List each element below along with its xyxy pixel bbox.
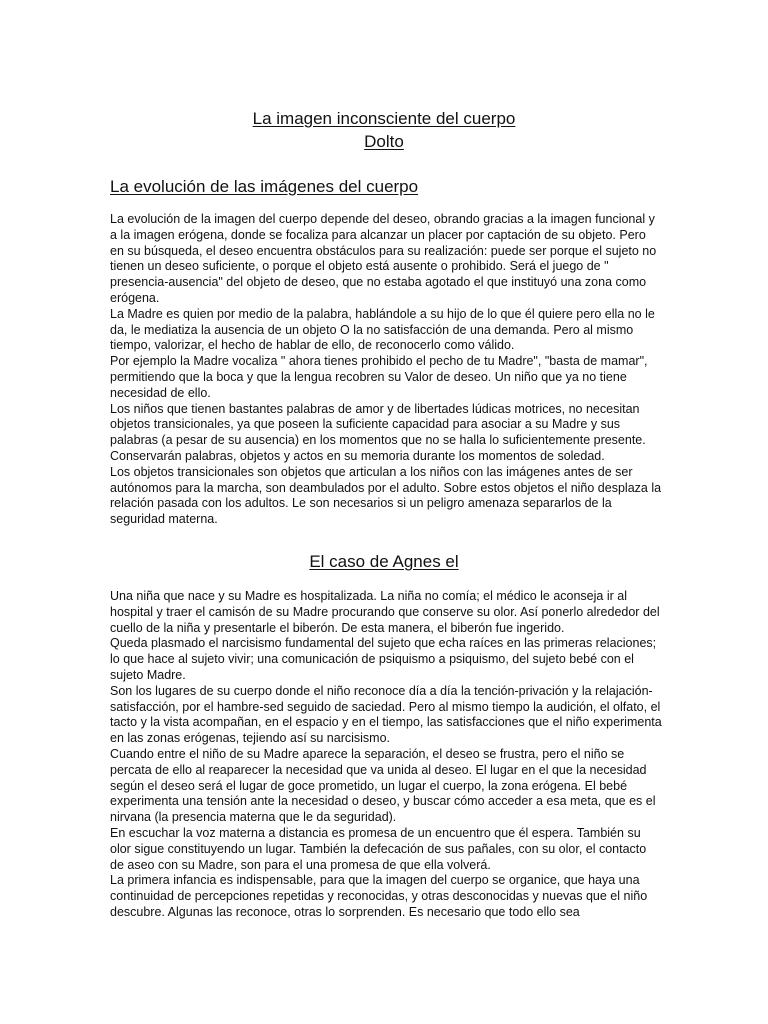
paragraph: Cuando entre el niño de su Madre aparece la separación, el deseo se frustra, pero el niño se percata de ello al reaparecer la necesidad que va unida al deseo. El lugar en el que la necesidad según el deseo será el lugar de goce prometido, un lugar el cuerpo, la zona erógena. El bebé experimenta una tensión ante la necesidad o deseo, y buscar cómo acceder a esa meta, que es el nirvana (la presencia materna que le da seguridad).: [110, 746, 656, 825]
paragraph: La primera infancia es indispensable, para que la imagen del cuerpo se organice, que haya una continuidad de percepciones repetidas y reconocidas, y otras desconocidas y nuevas que el niño descubre. Algunas las reconoce, otras lo sorprenden. Es necesario que todo ello sea: [110, 873, 648, 919]
section-heading-evolucion: La evolución de las imágenes del cuerpo: [110, 177, 419, 196]
paragraph: Los objetos transicionales son objetos que articulan a los niños con las imágenes antes de ser autónomos para la marcha, son deambulados por el adulto. Sobre estos objetos el niño desplaza la relación pasada con los adultos. Le son necesarios si un peligro amenaza separarlos de la seguridad materna.: [110, 464, 662, 527]
title-line-2-author: Dolto: [364, 132, 404, 151]
paragraph: En escuchar la voz materna a distancia es promesa de un encuentro que él espera. También su olor sigue constituyendo un lugar. También la defecación de sus pañales, con su olor, el contacto de aseo con su Madre, son para el una promesa de que ella volverá.: [110, 825, 647, 872]
section-heading-caso-agnes: El caso de Agnes el: [309, 552, 459, 571]
paragraph: Una niña que nace y su Madre es hospitalizada. La niña no comía; el médico le aconseja ir al hospital y traer el camisón de su Madre procurando que conserve su olor. Así ponerlo alrededor del cuello de la niña y presentarle el biberón. De esta manera, el biberón fue ingerido.: [110, 589, 660, 635]
paragraph: Queda plasmado el narcisismo fundamental del sujeto que echa raíces en las primeras relaciones; lo que hace al sujeto vivir; una comunicación de psiquismo a psiquismo, del sujeto bebé con el sujeto Madre.: [110, 636, 657, 682]
title-line-1: La imagen inconsciente del cuerpo: [252, 109, 516, 128]
paragraph: La evolución de la imagen del cuerpo depende del deseo, obrando gracias a la imagen funcional y a la imagen erógena, donde se focaliza para alcanzar un placer por captación de su objeto. Pero en su búsqueda, el deseo encuentra obstáculos para su realización: puede ser porque el sujeto no tienen un deseo suficiente, o porque el objeto está ausente o prohibido. Será el juego de " presencia-ausencia" del objeto de deseo, que no estaba agotado el que instituyó una zona como erógena.: [110, 212, 657, 305]
paragraph: Por ejemplo la Madre vocaliza " ahora tienes prohibido el pecho de tu Madre", "basta de mamar", permitiendo que la boca y que la lengua recobren su Valor de deseo. Un niño que ya no tiene necesidad de ello.: [110, 354, 648, 400]
paragraph: La Madre es quien por medio de la palabra, hablándole a su hijo de lo que él quiere pero ella no le da, le mediatiza la ausencia de un objeto O la no satisfacción de una demanda. Pero al mismo tiempo, valorizar, el hecho de hablar de ello, de reconocerlo como válido.: [110, 306, 655, 353]
paragraph: Son los lugares de su cuerpo donde el niño reconoce día a día la tención-privación y la relajación-satisfacción, por el hambre-sed seguido de saciedad. Pero al mismo tiempo la audición, el olfato, el tacto y la vista acompañan, en el espacio y en el tiempo, las satisfacciones que el niño experimenta en las zonas erógenas, tejiendo así su narcisismo.: [110, 683, 662, 746]
section-body-caso-agnes: [110, 589, 662, 921]
paragraph: Los niños que tienen bastantes palabras de amor y de libertades lúdicas motrices, no necesitan objetos transicionales, ya que poseen la suficiente capacidad para asociar a su Madre y sus palabras (a pesar de su ausencia) en los momentos que no se halla lo suficientemente presente. Conservarán palabras, objetos y actos en su memoria durante los momentos de soledad.: [110, 401, 646, 463]
section-body-evolucion: [110, 212, 662, 528]
document-title: [0, 107, 768, 153]
